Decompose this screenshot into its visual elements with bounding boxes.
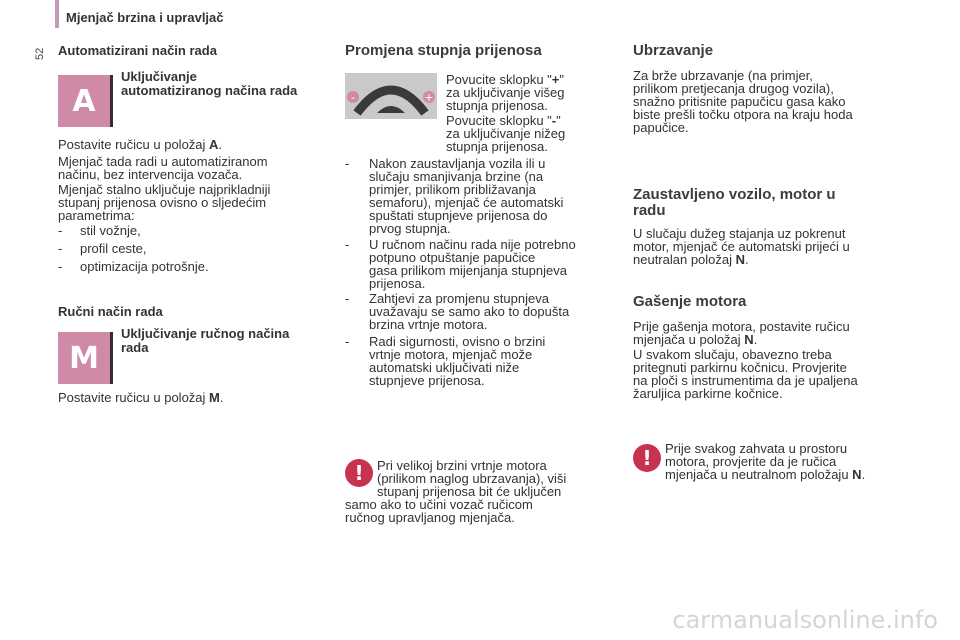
acceleration-text: Za brže ubrzavanje (na primjer, prilikom pretjecanja drugog vozila), snažno pritisnite papučicu gasa kako biste prešli točku otpora na kraju hoda papučice. xyxy=(633,68,853,135)
engine-off-text-1: Prije gašenja motora, postavite ručicu mjenjača u položaj N. xyxy=(633,319,850,347)
gear-warning-text: Pri velikoj brzini vrtnje motora (prilikom naglog ubrzavanja), viši stupanj prijenosa bit će uključen samo ako to učini vozač ručicom ručnog upravljanog mjenjača. xyxy=(345,458,567,525)
gear-change-list-item-4: - Radi sigurnosti, ovisno o brzini vrtnje motora, mjenjač može automatski uključivati niže stupnjeve prijenosa. xyxy=(345,334,546,388)
auto-list: - stil vožnje, - profil ceste, - optimizacija potrošnje. xyxy=(58,223,209,274)
manual-mode-caption xyxy=(121,327,289,355)
line: stupnja prijenosa. xyxy=(446,139,548,154)
gear-change-list-item-1: - Nakon zaustavljanja vozila ili u slučaju smanjivanja brzine (na primjer, prilikom približavanja semaforu), mjenjač će automatski spuštati stupnjeve prijenosa do prvog stupnja. xyxy=(345,156,564,236)
auto-mode-letter: A xyxy=(72,83,96,119)
manual-mode-letter: M xyxy=(69,340,99,376)
line: parametrima: xyxy=(58,208,135,223)
auto-mode-tile-icon xyxy=(58,75,113,127)
line: načinu, bez intervencija vozača. xyxy=(58,167,243,182)
manual-caption-line: Uključivanje ručnog načina xyxy=(121,326,290,341)
manual-mode-heading: Ručni način rada xyxy=(58,304,163,319)
auto-p1 xyxy=(58,138,222,151)
auto-caption-line: Uključivanje xyxy=(121,69,197,84)
header-accent-bar xyxy=(55,0,59,28)
svg-text:+: + xyxy=(424,91,434,104)
engine-off-text-2: U svakom slučaju, obavezno treba pritegnuti parkirnu kočnicu. Provjerite na ploči s instrumentima da je upaljena žaruljica parkirne kočnice. xyxy=(633,347,858,401)
gear-change-list-item-3: - Zahtjevi za promjenu stupnjeva uvažavaju se samo ako to dopušta brzina vrtnje motora. xyxy=(345,291,570,332)
line: za uključivanje višeg xyxy=(446,85,565,100)
line: stupnja prijenosa. xyxy=(446,98,548,113)
svg-text:-: - xyxy=(351,91,355,104)
paddle-plus-text xyxy=(446,73,565,112)
stopped-vehicle-text: U slučaju dužeg stajanja uz pokrenut motor, mjenjač će automatski prijeći u neutralan položaj N. xyxy=(633,226,850,267)
auto-p3 xyxy=(58,183,270,222)
engine-off-heading: Gašenje motora xyxy=(633,293,747,310)
gear-change-heading: Promjena stupnja prijenosa xyxy=(345,42,542,59)
stopped-vehicle-heading: Zaustavljeno vozilo, motor u radu xyxy=(633,186,836,219)
auto-p2 xyxy=(58,155,268,181)
gear-change-list-item-2: - U ručnom načinu rada nije potrebno potpuno otpuštanje papučice gasa prilikom mijenjanja stupnjeva prijenosa. xyxy=(345,237,576,291)
line: stupanj prijenosa ovisno o sljedećim xyxy=(58,195,267,210)
text: . xyxy=(219,390,224,405)
manual-p1 xyxy=(58,391,224,404)
line: za uključivanje nižeg xyxy=(446,126,566,141)
text: Postavite ručicu u položaj xyxy=(58,137,210,152)
steering-paddle-illustration-icon xyxy=(345,73,437,119)
warning-icon: ! xyxy=(345,459,373,487)
line: Povucite sklopku "-" xyxy=(446,113,561,128)
position-letter: M xyxy=(209,390,220,405)
page-header-title: Mjenjač brzina i upravljač xyxy=(66,10,224,25)
warning-icon: ! xyxy=(633,444,661,472)
text: . xyxy=(218,137,223,152)
page-number: 52 xyxy=(34,47,46,60)
text: Postavite ručicu u položaj xyxy=(58,390,210,405)
manual-mode-tile-icon xyxy=(58,332,113,384)
manual-caption-line: rada xyxy=(121,340,149,355)
engine-warning-text: Prije svakog zahvata u prostoru motora, provjerite da je ručica mjenjača u neutralnom položaju N. xyxy=(665,441,866,482)
line: Mjenjač tada radi u automatiziranom xyxy=(58,154,268,169)
acceleration-heading: Ubrzavanje xyxy=(633,42,714,59)
paddle-minus-text xyxy=(446,114,565,153)
auto-caption-line: automatiziranog načina rada xyxy=(121,83,298,98)
watermark: carmanualsonline.info xyxy=(672,606,938,634)
auto-mode-caption xyxy=(121,70,297,98)
line: Povucite sklopku "+" xyxy=(446,72,564,87)
line: Mjenjač stalno uključuje najprikladniji xyxy=(58,182,271,197)
auto-mode-heading: Automatizirani način rada xyxy=(58,43,217,58)
position-letter: A xyxy=(209,137,219,152)
